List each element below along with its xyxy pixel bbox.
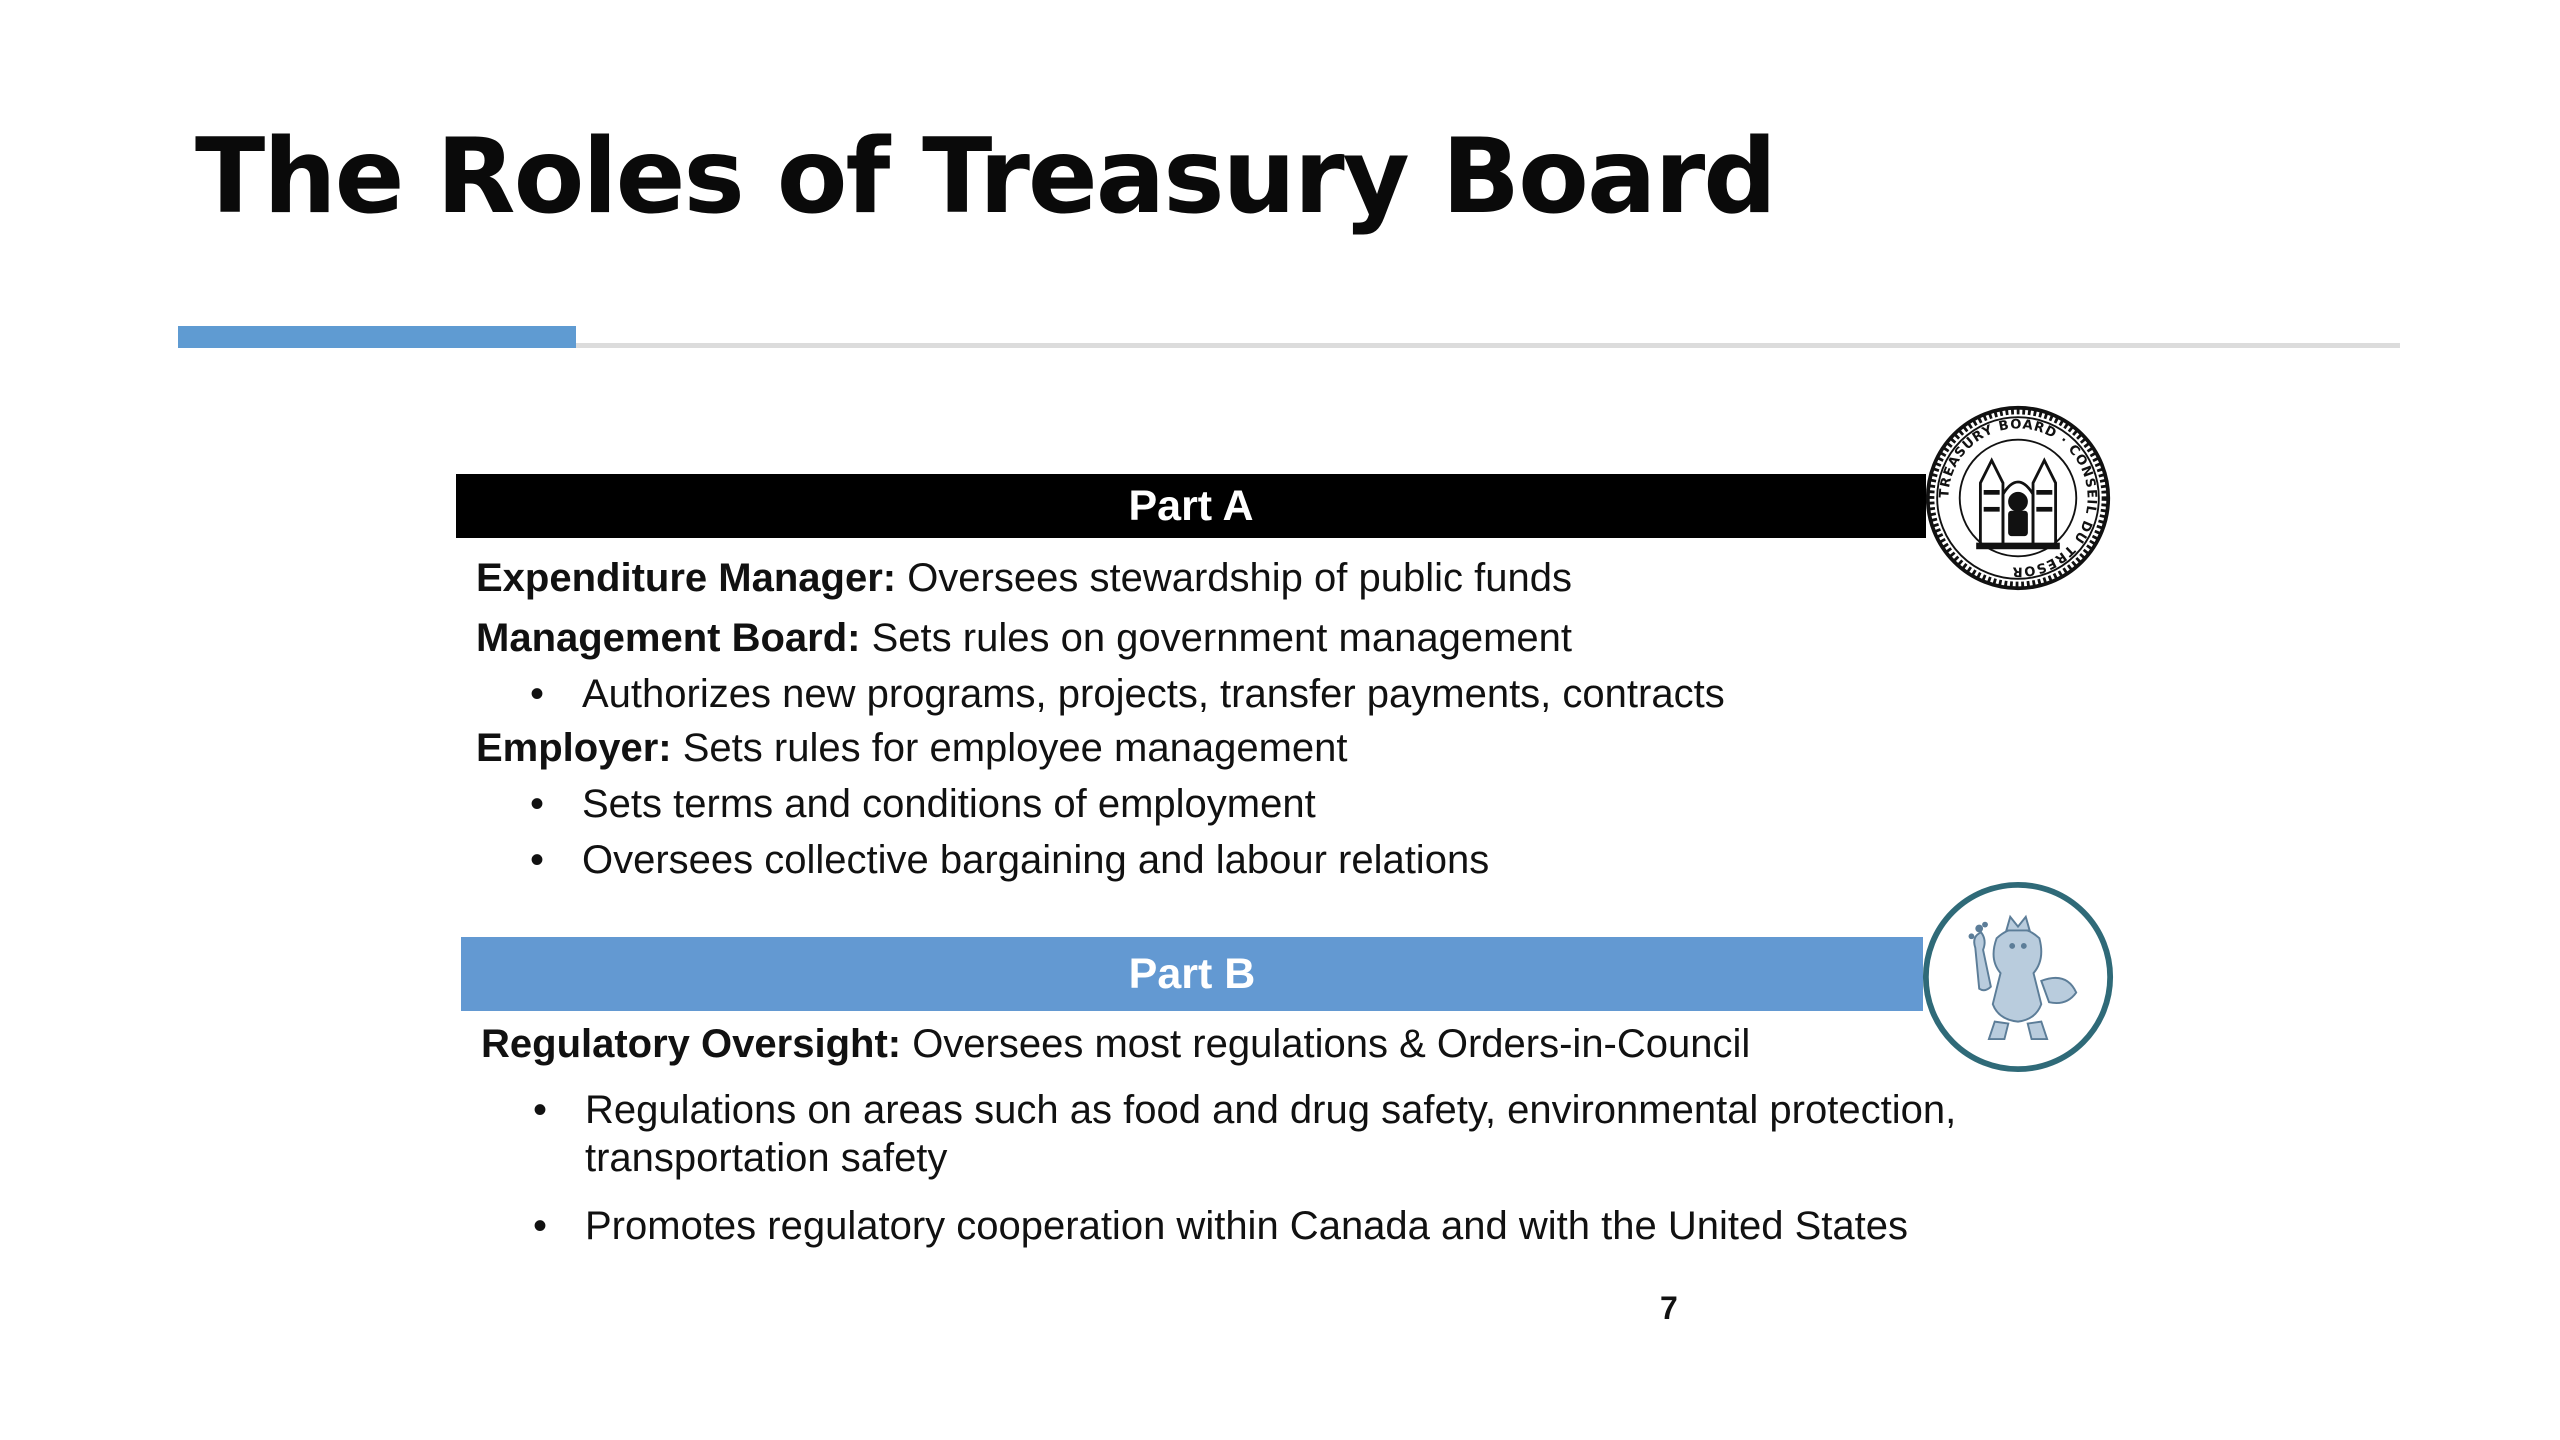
item-text: Sets rules on government management bbox=[860, 616, 1573, 660]
part-a-item-3 bbox=[476, 724, 1348, 772]
item-text: Oversees most regulations & Orders-in-Council bbox=[901, 1022, 1751, 1066]
item-label: Regulatory Oversight: bbox=[481, 1022, 902, 1066]
bullet-text: Sets terms and conditions of employment bbox=[582, 782, 1316, 826]
bullet-glyph: • bbox=[533, 1088, 548, 1132]
part-a-heading: Part A bbox=[1128, 481, 1254, 530]
part-b-item-1 bbox=[481, 1020, 1750, 1068]
part-a-item-1 bbox=[476, 554, 1572, 602]
bullet-glyph: • bbox=[533, 1204, 548, 1248]
page-number: 7 bbox=[1660, 1290, 1678, 1326]
item-label: Expenditure Manager: bbox=[476, 556, 897, 600]
bullet-text: Oversees collective bargaining and labour relations bbox=[582, 838, 1490, 882]
bullet-glyph: • bbox=[530, 838, 545, 882]
part-b-heading: Part B bbox=[1128, 949, 1256, 998]
seal-a-lettering: TREASURY BOARD · CONSEIL DU TRÉSOR bbox=[1937, 417, 2099, 579]
item-text: Oversees stewardship of public funds bbox=[896, 556, 1572, 600]
slide-title: The Roles of Treasury Board bbox=[195, 117, 1775, 237]
part-a-item-2 bbox=[476, 614, 1572, 662]
bullet-text: Authorizes new programs, projects, transfer payments, contracts bbox=[582, 672, 1725, 716]
item-label: Management Board: bbox=[476, 616, 861, 660]
bullet-glyph: • bbox=[530, 782, 545, 826]
item-label: Employer: bbox=[476, 726, 672, 770]
part-b-header bbox=[461, 937, 1923, 1011]
bullet-glyph: • bbox=[530, 672, 545, 716]
bullet-text: Regulations on areas such as food and drug safety, environmental protection, transportation safety bbox=[585, 1088, 1957, 1180]
title-accent-bar bbox=[178, 326, 576, 348]
lion-crest-seal-icon bbox=[1921, 880, 2115, 1074]
treasury-board-seal-icon bbox=[1924, 404, 2112, 592]
bullet-text: Promotes regulatory cooperation within Canada and with the United States bbox=[585, 1204, 1908, 1248]
item-text: Sets rules for employee management bbox=[671, 726, 1348, 770]
part-a-header bbox=[456, 474, 1926, 538]
